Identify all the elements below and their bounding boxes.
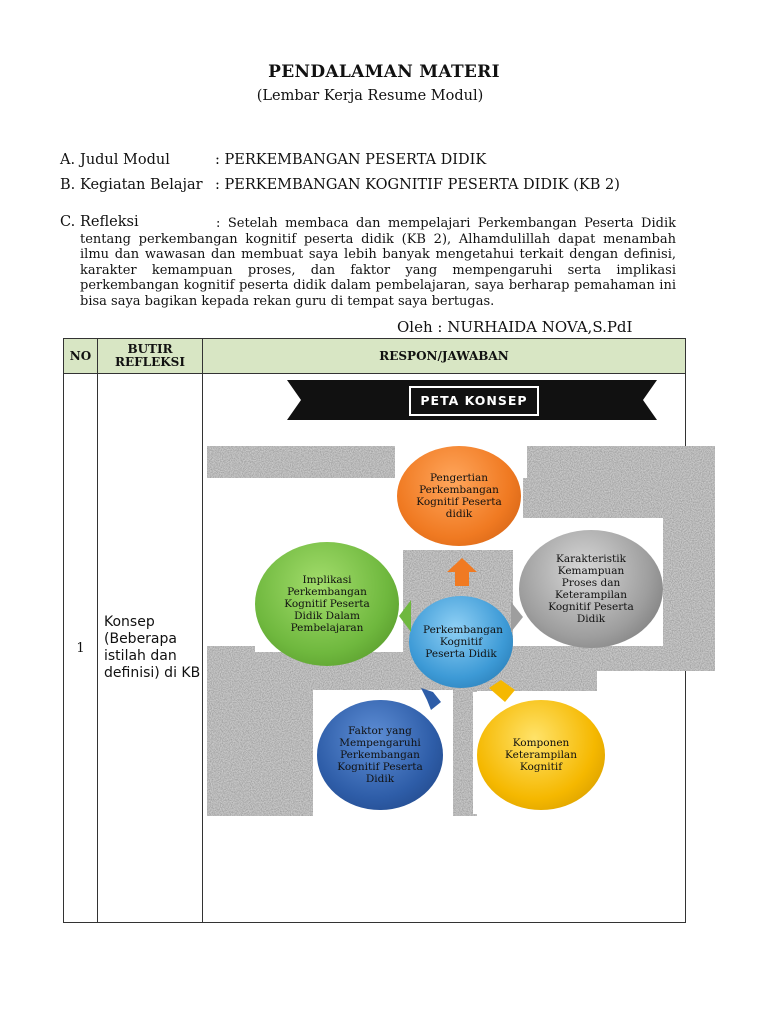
document-subtitle: (Lembar Kerja Resume Modul)	[256, 88, 484, 104]
field-key: Kegiatan Belajar	[80, 177, 203, 193]
header-respon: RESPON/JAWABAN	[203, 339, 686, 374]
header-no: NO	[64, 339, 98, 374]
arrow-left-icon	[399, 600, 411, 632]
node-label: Faktor yang Mempengaruhi Perkembangan Kognitif Peserta Didik	[337, 725, 423, 785]
banner-label: PETA KONSEP	[409, 386, 539, 416]
reflection-line: tentang perkembangan kognitif peserta didik (KB 2), Alhamdulillah dapat menambah	[80, 231, 676, 247]
node-label: Komponen Keterampilan Kognitif	[505, 737, 577, 773]
node-center	[409, 596, 513, 688]
node-pengertian	[397, 446, 521, 546]
arrow-down-left-icon	[489, 680, 515, 702]
author-line: Oleh : NURHAIDA NOVA,S.PdI	[397, 318, 633, 336]
node-label: Implikasi Perkembangan Kognitif Peserta Didik Dalam Pembelajaran	[284, 574, 370, 634]
field-key: Refleksi	[80, 214, 139, 230]
reflection-line: : Setelah membaca dan mempelajari Perkembangan Peserta Didik	[216, 216, 676, 231]
table-header-row	[64, 339, 686, 374]
node-implikasi	[255, 542, 399, 666]
node-faktor	[317, 700, 443, 810]
arrow-right-icon	[511, 602, 523, 632]
field-value: : PERKEMBANGAN KOGNITIF PESERTA DIDIK (KB 2)	[215, 177, 620, 193]
peta-konsep-banner	[287, 378, 657, 422]
reflection-line: perkembangan kognitif peserta didik dalam pembelajaran, saya berharap pemahaman ini	[80, 278, 676, 293]
node-label: Pengertian Perkembangan Kognitif Peserta didik	[416, 472, 502, 520]
reflection-line: karakter kemampuan proses, dan faktor yang mempengaruhi serta implikasi	[80, 262, 676, 278]
field-key: Judul Modul	[80, 152, 170, 168]
concept-map	[203, 374, 686, 923]
reflection-table	[63, 338, 686, 923]
header-butir: BUTIR REFLEKSI	[98, 339, 203, 374]
field-value: : PERKEMBANGAN PESERTA DIDIK	[215, 152, 487, 168]
document-title: PENDALAMAN MATERI	[268, 62, 500, 82]
node-komponen	[477, 700, 605, 810]
reflection-text	[80, 216, 676, 309]
reflection-line: bisa saya bagikan kepada rekan guru di tempat saya bertugas.	[80, 293, 495, 309]
arrow-up-icon	[447, 558, 477, 586]
arrow-up-left-icon	[419, 688, 441, 710]
node-label: Perkembangan Kognitif Peserta Didik	[423, 624, 503, 660]
field-letter: B.	[60, 177, 76, 193]
node-karakteristik	[519, 530, 663, 648]
row-butir: Konsep (Beberapa istilah dan definisi) di KB	[98, 374, 203, 923]
row-no: 1	[64, 374, 98, 923]
table-row	[64, 374, 686, 923]
field-letter: A.	[60, 152, 76, 168]
node-label: Karakteristik Kemampuan Proses dan Keterampilan Kognitif Peserta Didik	[548, 553, 634, 625]
reflection-line: ilmu dan wawasan dan membuat saya lebih banyak mengetahui terkait dengan definisi,	[80, 247, 676, 262]
field-letter: C.	[60, 214, 76, 230]
